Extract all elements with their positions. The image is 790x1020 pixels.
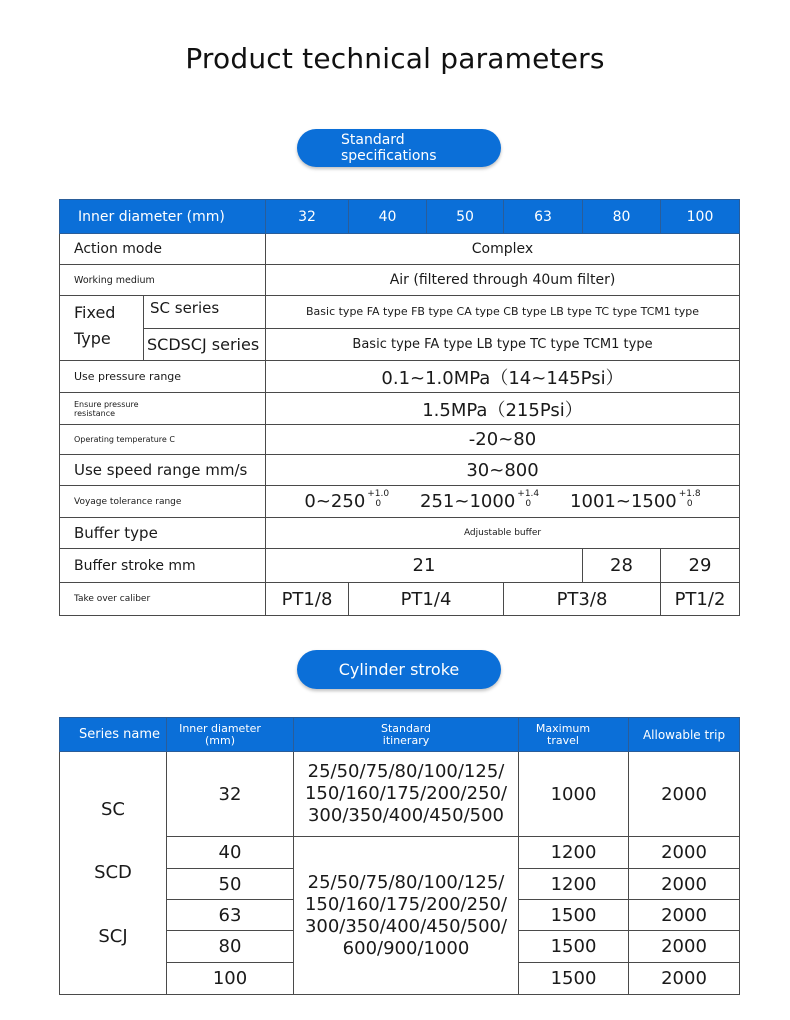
ensure-pressure-value: 1.5MPa（215Psi） [266,393,740,425]
bore-cell: 63 [167,900,294,931]
bore-header: 32 [266,200,349,234]
tolerance-lower: 0 [686,499,693,509]
allowable-trip-cell: 2000 [629,869,740,900]
standard-line: 25/50/75/80/100/125/ [307,761,505,782]
tolerance-upper: +1.4 [517,489,540,499]
allowable-trip-cell: 2000 [629,837,740,869]
speed-value: 30~800 [266,455,740,486]
buffer-type-label: Buffer type [60,518,266,549]
caliber-value: PT3/8 [504,583,661,616]
tolerance-range [420,489,540,512]
bore-cell: 32 [167,752,294,837]
standard-itinerary-header [294,718,519,752]
standard-specifications-badge [297,129,501,167]
tolerance-range-value: 0~250 [304,491,366,512]
specifications-table [59,199,740,616]
allowable-trip-cell: 2000 [629,900,740,931]
inner-diameter-header: Inner diameter (mm) [60,200,266,234]
buffer-stroke-value: 29 [661,549,740,583]
fixed-type-cell [60,296,266,361]
max-travel-header [519,718,629,752]
series-name-header: Series name [60,718,167,752]
temperature-value: -20~80 [266,425,740,455]
bore-header: 100 [661,200,740,234]
series-name-scd: SCD [94,862,132,883]
bore-cell: 80 [167,931,294,963]
sc-series-value: Basic type FA type FB type CA type CB type LB type TC type TCM1 type [266,296,740,329]
buffer-type-value: Adjustable buffer [266,518,740,549]
allowable-trip-cell: 2000 [629,752,740,837]
stroke-header-row [60,718,740,752]
caliber-value: PT1/8 [266,583,349,616]
table-row [60,455,740,486]
max-travel-cell: 1500 [519,963,629,995]
series-name-scj: SCJ [98,926,128,947]
table-row [60,486,740,518]
allowable-trip-cell: 2000 [629,963,740,995]
tolerance-range-value: 1001~1500 [570,491,677,512]
max-travel-cell: 1200 [519,837,629,869]
table-row [60,296,740,329]
table-row [60,265,740,296]
working-medium-value: Air (filtered through 40um filter) [266,265,740,296]
action-mode-value: Complex [266,234,740,265]
allowable-trip-cell: 2000 [629,931,740,963]
max-travel-header-text: Maximum travel [535,721,591,747]
standard-specifications-label: Standard specifications [341,132,437,164]
max-travel-cell: 1500 [519,900,629,931]
fixed-label: Fixed [74,303,116,322]
standard-itinerary-header-text: Standard itinerary [380,721,432,747]
working-medium-label: Working medium [60,265,266,296]
tolerance-upper: +1.0 [367,489,390,499]
tolerance-lower: 0 [525,499,532,509]
bore-header: 80 [583,200,661,234]
inner-diameter-header-text: Inner diameter (mm) [179,721,261,747]
standard-line: 25/50/75/80/100/125/ [307,871,505,893]
buffer-stroke-label: Buffer stroke mm [60,549,266,583]
ensure-pressure-label [60,393,266,425]
standard-line: 300/350/400/450/500/ [304,915,508,937]
standard-itinerary-32 [294,752,519,837]
scd-series-label: SCDSCJ series [147,335,260,354]
series-name-sc: SC [101,799,125,820]
pressure-range-value: 0.1~1.0MPa（14~145Psi） [266,361,740,393]
table-row [60,518,740,549]
tolerance-label: Voyage tolerance range [60,486,266,518]
speed-label: Use speed range mm/s [60,455,266,486]
standard-line: 600/900/1000 [342,937,470,959]
table-row [60,752,740,837]
scd-series-value: Basic type FA type LB type TC type TCM1 type [266,328,740,361]
allowable-trip-header: Allowable trip [629,718,740,752]
sc-series-label: SC series [144,296,265,329]
table-row [60,549,740,583]
inner-diameter-header [167,718,294,752]
tolerance-lower: 0 [375,499,382,509]
caliber-value: PT1/2 [661,583,740,616]
tolerance-range-value: 251~1000 [420,491,516,512]
page-title: Product technical parameters [185,42,605,75]
bore-header: 40 [349,200,427,234]
bore-cell: 50 [167,869,294,900]
standard-line: 300/350/400/450/500 [307,805,505,826]
max-travel-cell: 1500 [519,931,629,963]
buffer-stroke-value: 21 [266,549,583,583]
standard-itinerary-rest [294,837,519,995]
bore-header: 50 [427,200,504,234]
ensure-pressure-text: Ensure pressure resistance [74,399,139,418]
pressure-range-label: Use pressure range [60,361,266,393]
fixed-type-label [60,296,144,360]
table-row [60,361,740,393]
table-row [60,234,740,265]
temperature-label: Operating temperature C [60,425,266,455]
table-row [60,425,740,455]
bore-cell: 40 [167,837,294,869]
action-mode-label: Action mode [60,234,266,265]
bore-header: 63 [504,200,583,234]
max-travel-cell: 1000 [519,752,629,837]
tolerance-range [570,489,701,512]
bore-cell: 100 [167,963,294,995]
buffer-stroke-value: 28 [583,549,661,583]
tolerance-range [304,489,390,512]
max-travel-cell: 1200 [519,869,629,900]
standard-line: 150/160/175/200/250/ [304,783,508,804]
standard-line: 150/160/175/200/250/ [304,893,508,915]
cylinder-stroke-table [59,717,740,995]
tolerance-upper: +1.8 [678,489,701,499]
spec-header-row [60,200,740,234]
cylinder-stroke-badge: Cylinder stroke [297,650,501,689]
type-label: Type [74,329,111,348]
caliber-label: Take over caliber [60,583,266,616]
series-names-cell [60,752,167,995]
tolerance-value [266,486,740,518]
caliber-value: PT1/4 [349,583,504,616]
table-row [60,583,740,616]
table-row [60,393,740,425]
